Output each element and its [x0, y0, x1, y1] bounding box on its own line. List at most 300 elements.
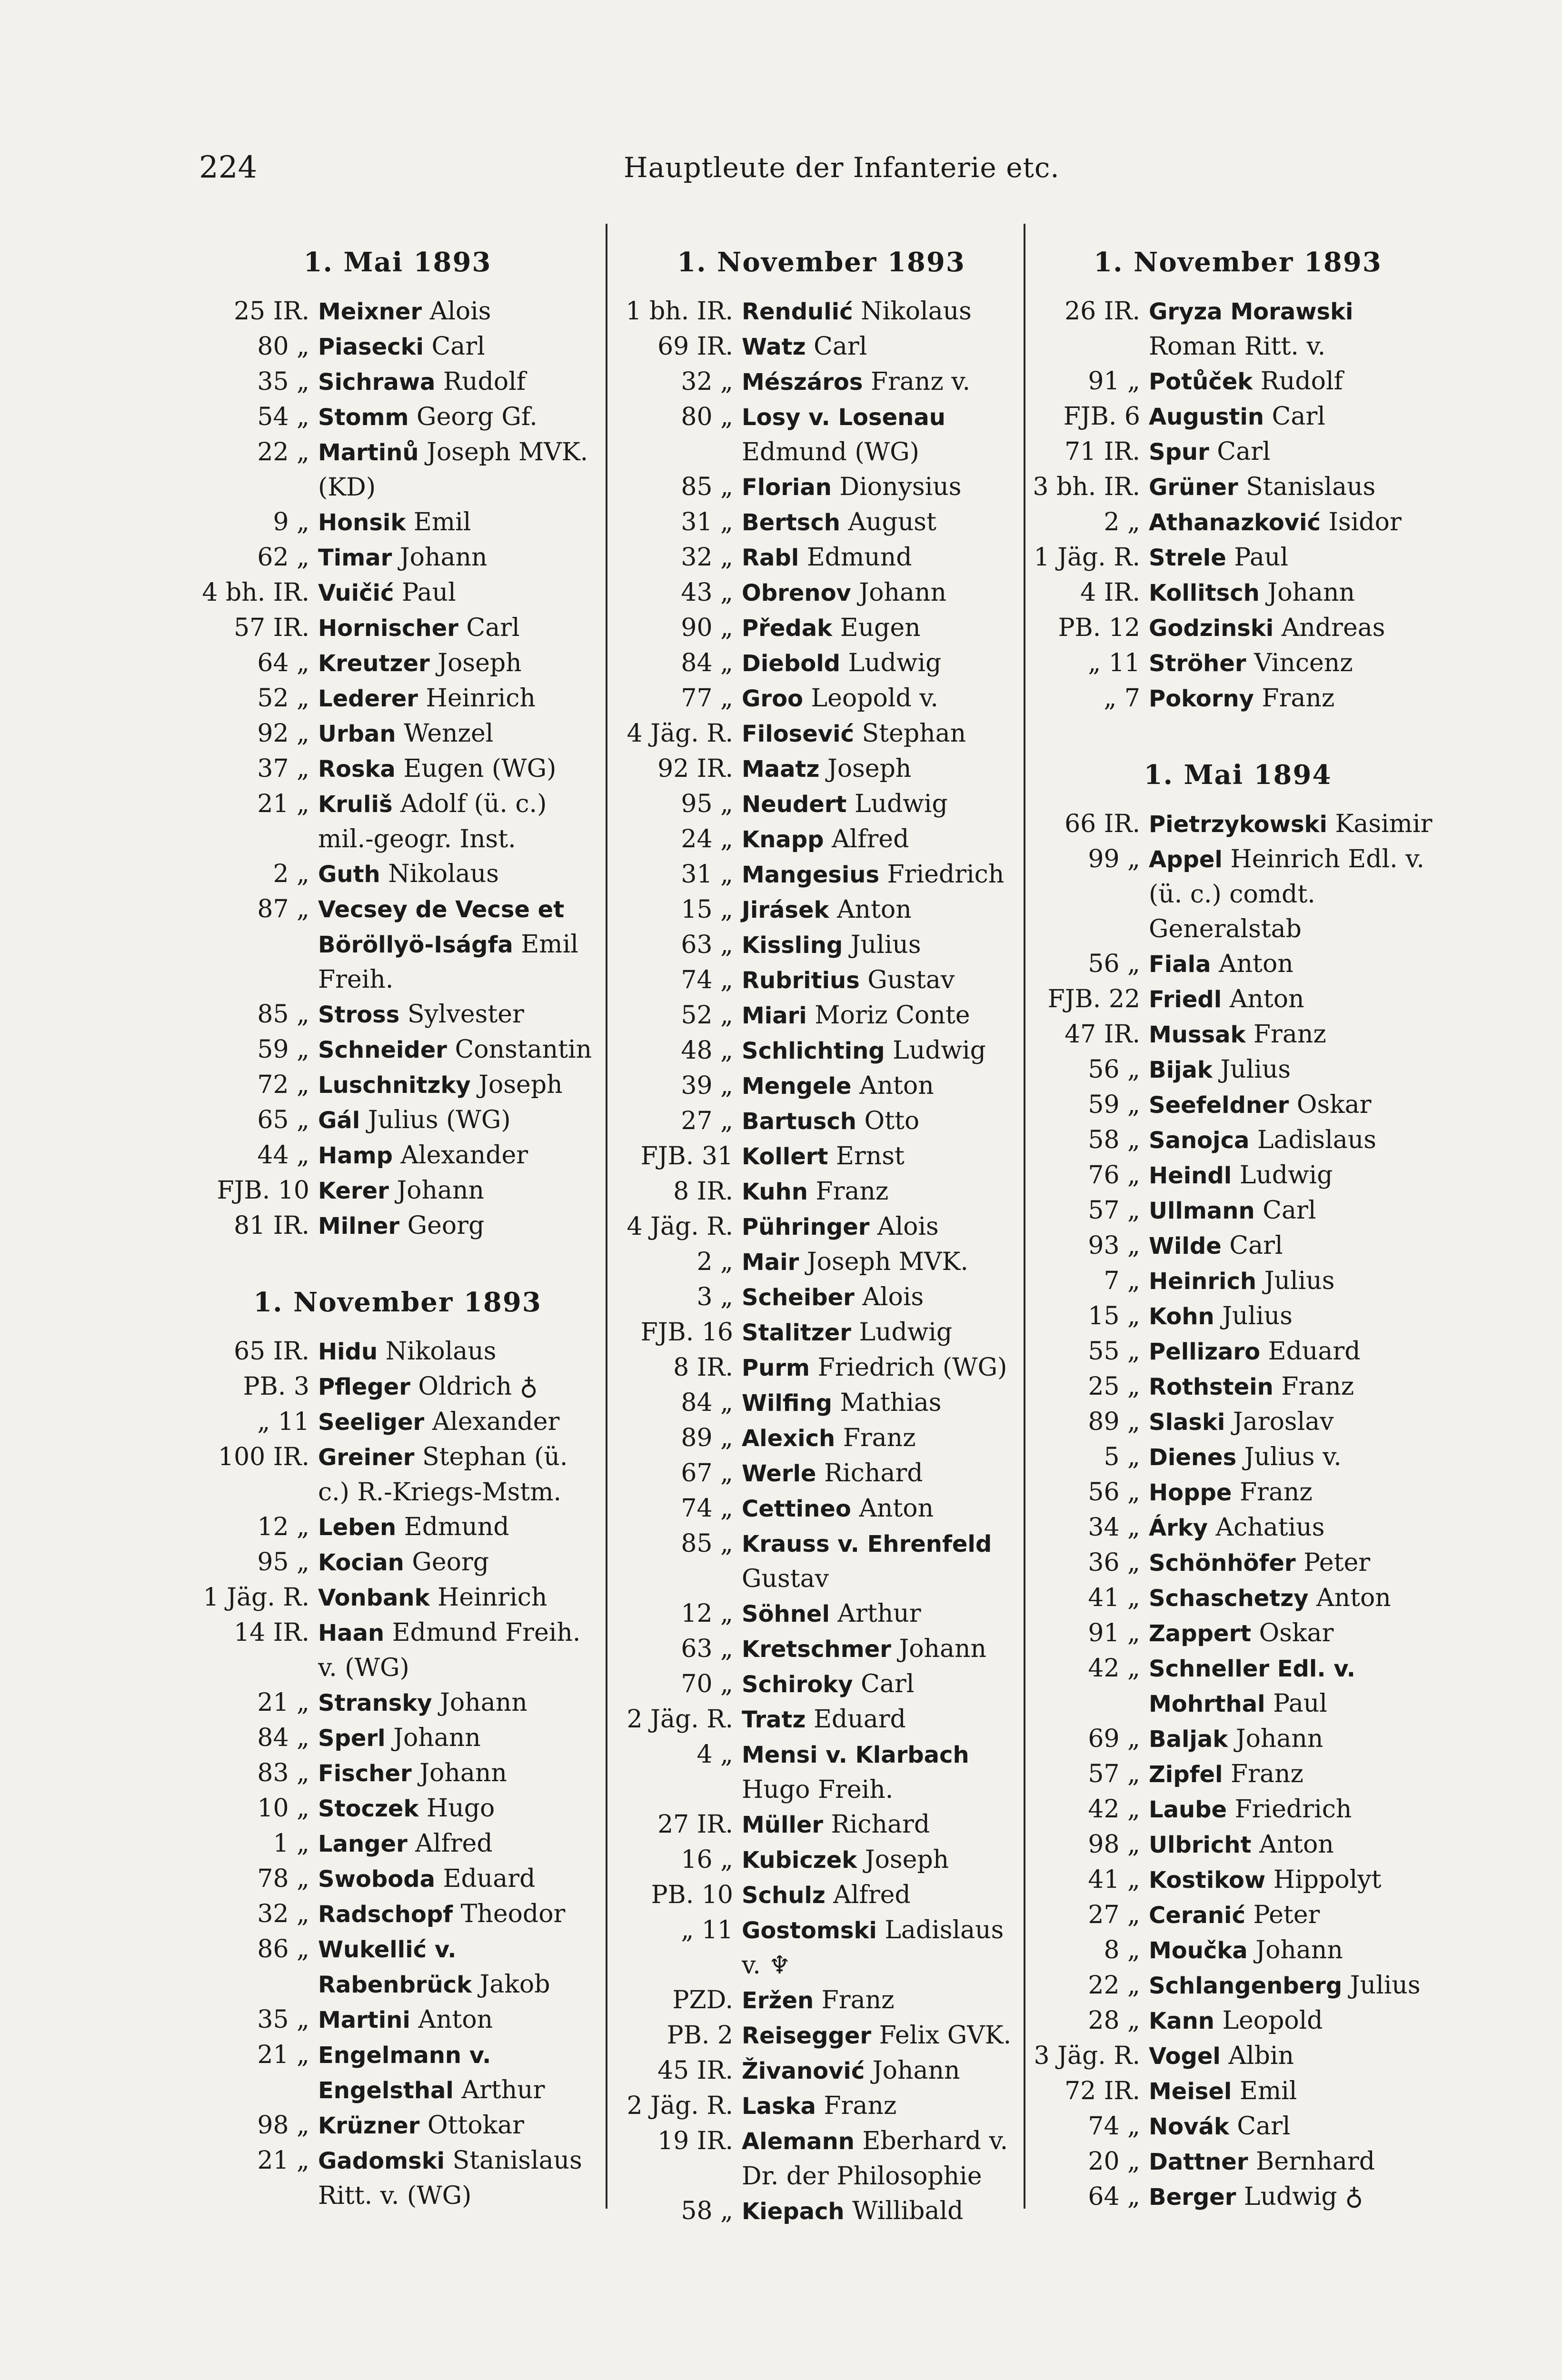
officer-details: Julius	[1212, 1055, 1291, 1084]
officer-surname: Augustin	[1149, 404, 1264, 430]
unit-designation: 69 IR.	[657, 332, 733, 361]
roster-entry	[190, 1897, 605, 1932]
roster-entry	[190, 1686, 605, 1721]
unit-designation: 2 Jäg. R.	[627, 2092, 733, 2120]
officer-entry-text	[742, 294, 1028, 329]
officer-entry-text	[1149, 982, 1445, 1017]
officer-entry-text	[1149, 1299, 1445, 1334]
officer-details: Edmund	[396, 1513, 509, 1541]
roster-entry	[614, 681, 1028, 716]
officer-entry-text	[1149, 399, 1445, 435]
unit-designation: 64 „	[257, 649, 309, 677]
roster-entry	[614, 892, 1028, 928]
unit-designation: 77 „	[681, 684, 733, 713]
officer-details: Alfred	[407, 1829, 493, 1858]
roster-entry	[1031, 1440, 1445, 1475]
officer-details: Nikolaus	[853, 297, 972, 326]
unit-designation: 59 „	[1088, 1091, 1140, 1119]
roster-entry	[614, 1069, 1028, 1104]
officer-entry-text	[1149, 1510, 1445, 1546]
officer-surname: Kissling	[742, 932, 843, 959]
unit-designation: 27 „	[1088, 1901, 1140, 1929]
unit-designation: 24 „	[681, 825, 733, 853]
roster-entry	[1031, 1722, 1445, 1757]
officer-details: Felix GVK.	[871, 2021, 1012, 2050]
officer-entry-text	[1149, 540, 1445, 575]
officer-details: Ludwig	[846, 790, 948, 818]
unit-designation: 27 IR.	[657, 1810, 733, 1839]
officer-surname: Bartusch	[742, 1108, 856, 1135]
officer-details: Edmund Freih. v. (WG)	[318, 1618, 581, 1682]
officer-surname: Stalitzer	[742, 1319, 851, 1346]
officer-details: Eduard	[1260, 1337, 1361, 1366]
officer-entry-text	[318, 716, 605, 752]
officer-surname: Mair	[742, 1249, 799, 1276]
unit-designation: 84 „	[257, 1724, 309, 1752]
section-date-heading: 1. Mai 1894	[1144, 759, 1332, 791]
officer-surname: Guth	[318, 861, 380, 888]
officer-details: Bernhard	[1248, 2147, 1375, 2176]
unit-designation: 91 „	[1088, 367, 1140, 396]
officer-entry-text	[742, 1491, 1028, 1527]
officer-surname: Schulz	[742, 1882, 826, 1909]
officer-details: Joseph	[429, 649, 522, 677]
roster-entry	[614, 611, 1028, 646]
officer-surname: Gryza Morawski	[1149, 298, 1353, 325]
officer-entry-text	[742, 1527, 1028, 1597]
officer-surname: Krüzner	[318, 2112, 420, 2139]
officer-surname: Neudert	[742, 791, 847, 818]
roster-entry	[190, 716, 605, 752]
officer-details: Carl	[806, 332, 867, 361]
officer-entry-text	[1149, 1440, 1445, 1475]
unit-designation: 4 Jäg. R.	[627, 719, 733, 748]
officer-surname: Gostomski	[742, 1917, 877, 1944]
roster-entry	[614, 294, 1028, 329]
officer-details: Leopold v.	[803, 684, 938, 713]
roster-entry	[1031, 364, 1445, 399]
officer-surname: Sanojca	[1149, 1127, 1250, 1154]
officer-surname: Rabl	[742, 545, 799, 571]
officer-entry-text	[742, 822, 1028, 857]
officer-surname: Radschopf	[318, 1901, 453, 1928]
roster-entry	[614, 470, 1028, 505]
roster-entry	[190, 1756, 605, 1791]
officer-entry-text	[1149, 1827, 1445, 1863]
officer-entry-text	[1149, 2180, 1445, 2215]
unit-designation: 78 „	[257, 1864, 309, 1893]
officer-entry-text	[1149, 2039, 1445, 2074]
officer-details: Georg	[399, 1211, 485, 1240]
roster-entry	[614, 2124, 1028, 2194]
officer-entry-text	[1149, 1722, 1445, 1757]
officer-entry-text	[742, 1597, 1028, 1632]
unit-designation: 8 IR.	[673, 1177, 733, 1206]
roster-entry	[614, 2053, 1028, 2089]
officer-surname: Timar	[318, 545, 392, 571]
unit-designation: PB. 2	[667, 2021, 733, 2050]
unit-designation: 91 „	[1088, 1619, 1140, 1647]
unit-designation: 42 „	[1088, 1795, 1140, 1824]
officer-surname: Schaschetzy	[1149, 1585, 1309, 1612]
officer-surname: Obrenov	[742, 580, 851, 606]
officer-surname: Wukellić v. Rabenbrück	[318, 1936, 472, 1998]
officer-entry-text	[1149, 1334, 1445, 1369]
officer-surname: Baljak	[1149, 1726, 1228, 1753]
unit-designation: 2 „	[1104, 508, 1140, 536]
unit-designation: PB. 3	[243, 1372, 309, 1401]
roster-entry	[614, 1174, 1028, 1210]
section-date-heading: 1. November 1893	[253, 1287, 542, 1318]
unit-designation: 72 IR.	[1065, 2077, 1140, 2105]
officer-entry-text	[318, 2038, 605, 2108]
unit-designation: „ 11	[1088, 649, 1140, 677]
roster-entry	[1031, 1193, 1445, 1229]
unit-designation: 95 „	[681, 790, 733, 818]
roster-entry	[614, 1737, 1028, 1807]
unit-designation: 56 „	[1088, 950, 1140, 978]
officer-surname: Seefeldner	[1149, 1092, 1289, 1119]
officer-entry-text	[742, 1421, 1028, 1456]
roster-entry	[614, 1210, 1028, 1245]
unit-designation: 4 bh. IR.	[202, 578, 309, 607]
roster-entry	[1031, 1369, 1445, 1405]
officer-entry-text	[1149, 611, 1445, 646]
officer-details: Joseph	[470, 1071, 563, 1099]
officer-details: Rudolf	[435, 367, 526, 396]
officer-details: Isidor	[1320, 508, 1402, 536]
roster-entry	[190, 505, 605, 540]
officer-details: Theodor	[453, 1900, 566, 1928]
officer-entry-text	[318, 1616, 605, 1686]
officer-surname: Moučka	[1149, 1937, 1248, 1964]
officer-entry-text	[1149, 1405, 1445, 1440]
roster-entry	[190, 681, 605, 716]
officer-entry-text	[742, 1983, 1028, 2018]
officer-entry-text	[318, 1862, 605, 1897]
officer-entry-text	[1149, 1123, 1445, 1158]
officer-entry-text	[742, 611, 1028, 646]
officer-entry-text	[1149, 1193, 1445, 1229]
officer-entry-text	[1149, 1581, 1445, 1616]
officer-surname: Heinrich	[1149, 1268, 1257, 1295]
officer-entry-text	[742, 1139, 1028, 1174]
unit-designation: 8 „	[1104, 1936, 1140, 1964]
officer-surname: Piasecki	[318, 334, 424, 360]
roster-entry	[1031, 807, 1445, 842]
officer-surname: Kollert	[742, 1143, 828, 1170]
officer-entry-text	[742, 400, 1028, 470]
unit-designation: 31 „	[681, 860, 733, 889]
officer-surname: Cettineo	[742, 1496, 851, 1522]
officer-entry-text	[318, 1721, 605, 1756]
officer-details: Ludwig	[1232, 1161, 1333, 1190]
officer-details: Kasimir	[1327, 810, 1433, 838]
officer-details: Johann	[865, 2056, 960, 2085]
officer-entry-text	[318, 1369, 605, 1405]
officer-entry-text	[742, 365, 1028, 400]
roster-entry	[190, 646, 605, 681]
roster-entry	[1031, 1651, 1445, 1722]
officer-details: Oskar	[1289, 1091, 1372, 1119]
unit-designation: 31 „	[681, 508, 733, 536]
officer-entry-text	[318, 1405, 605, 1440]
officer-entry-text	[742, 1104, 1028, 1139]
unit-designation: „ 11	[681, 1916, 733, 1944]
officer-surname: Godzinski	[1149, 615, 1274, 642]
officer-details: Carl	[423, 332, 485, 361]
unit-designation: 41 „	[1088, 1584, 1140, 1612]
officer-details: Franz	[835, 1424, 916, 1452]
officer-surname: Dienes	[1149, 1444, 1237, 1471]
officer-details: Johann	[392, 543, 488, 572]
officer-details: Alfred	[824, 825, 909, 853]
officer-surname: Kuhn	[742, 1179, 808, 1205]
officer-entry-text	[1149, 1651, 1445, 1722]
officer-entry-text	[318, 540, 605, 575]
officer-details: Julius	[1256, 1267, 1335, 1295]
officer-surname: Reisegger	[742, 2023, 872, 2049]
officer-entry-text	[1149, 1052, 1445, 1088]
officer-surname: Hoppe	[1149, 1479, 1232, 1506]
unit-designation: 1 Jäg. R.	[203, 1583, 309, 1612]
roster-entry	[614, 1702, 1028, 1737]
roster-entry	[1031, 646, 1445, 681]
officer-details: Anton	[1222, 985, 1304, 1013]
officer-details: Carl	[853, 1670, 915, 1698]
roster-entry	[1031, 435, 1445, 470]
officer-details: Julius	[1214, 1302, 1293, 1330]
officer-surname: Purm	[742, 1355, 810, 1381]
officer-surname: Pokorny	[1149, 685, 1254, 712]
officer-entry-text	[318, 1138, 605, 1173]
unit-designation: 22 „	[257, 438, 309, 466]
officer-surname: Kocian	[318, 1549, 404, 1576]
officer-surname: Fiala	[1149, 951, 1211, 978]
officer-entry-text	[1149, 2003, 1445, 2039]
officer-entry-text	[742, 1913, 1028, 1983]
unit-designation: 93 „	[1088, 1231, 1140, 1260]
officer-details: Nikolaus	[378, 1337, 497, 1366]
unit-designation: FJB. 16	[640, 1318, 733, 1347]
officer-entry-text	[742, 716, 1028, 752]
officer-details: Anton	[1251, 1830, 1334, 1859]
officer-details: Alfred	[825, 1881, 911, 1909]
unit-designation: 81 IR.	[234, 1211, 309, 1240]
officer-details: Hugo	[418, 1794, 495, 1823]
unit-designation: 74 „	[681, 1494, 733, 1523]
unit-designation: 15 „	[681, 895, 733, 924]
officer-surname: Pühringer	[742, 1214, 870, 1240]
column-2	[614, 238, 1028, 2229]
unit-designation: 70 „	[681, 1670, 733, 1698]
roster-entry	[1031, 540, 1445, 575]
officer-entry-text	[742, 963, 1028, 998]
unit-designation: 54 „	[257, 403, 309, 431]
unit-designation: 92 „	[257, 719, 309, 748]
unit-designation: 12 „	[681, 1599, 733, 1628]
officer-details: Julius	[1342, 1971, 1421, 2000]
officer-entry-text	[318, 505, 605, 540]
officer-surname: Strele	[1149, 545, 1226, 571]
officer-entry-text	[742, 1456, 1028, 1491]
unit-designation: 65 IR.	[234, 1337, 309, 1366]
unit-designation: 90 „	[681, 614, 733, 642]
officer-entry-text	[1149, 1792, 1445, 1827]
officer-surname: Laube	[1149, 1796, 1227, 1823]
officer-surname: Novák	[1149, 2113, 1229, 2140]
roster-entry	[1031, 1123, 1445, 1158]
unit-designation: 28 „	[1088, 2006, 1140, 2035]
officer-details: Andreas	[1273, 614, 1385, 642]
roster-entry	[614, 1878, 1028, 1913]
officer-entry-text	[318, 575, 605, 611]
officer-details: Adolf (ü. c.) mil.-geogr. Inst.	[318, 790, 547, 853]
roster-entry	[614, 928, 1028, 963]
officer-entry-text	[318, 365, 605, 400]
roster-entry	[190, 1334, 605, 1369]
officer-entry-text	[742, 1350, 1028, 1386]
officer-details: Anton	[851, 1494, 934, 1523]
officer-details: Richard	[816, 1459, 923, 1488]
officer-surname: Hidu	[318, 1339, 378, 1365]
unit-designation: 9 „	[273, 508, 309, 536]
officer-details: Stephan (ü. c.) R.-Kriegs-Mstm.	[318, 1443, 568, 1507]
officer-surname: Zappert	[1149, 1620, 1252, 1647]
roster-entry	[1031, 505, 1445, 540]
unit-designation: 2 Jäg. R.	[627, 1705, 733, 1734]
officer-surname: Swoboda	[318, 1866, 435, 1893]
roster-entry	[1031, 1510, 1445, 1546]
officer-surname: Appel	[1149, 846, 1223, 873]
officer-details: Carl	[1254, 1196, 1316, 1225]
officer-surname: Hornischer	[318, 615, 458, 642]
unit-designation: 74 „	[1088, 2112, 1140, 2141]
roster-entry	[190, 1580, 605, 1616]
unit-designation: FJB. 22	[1047, 985, 1140, 1013]
unit-designation: FJB. 31	[640, 1142, 733, 1170]
officer-entry-text	[742, 2124, 1028, 2194]
officer-surname: Kann	[1149, 2008, 1214, 2034]
officer-details: Dionysius	[831, 473, 962, 501]
unit-designation: 85 „	[257, 1000, 309, 1029]
officer-surname: Kohn	[1149, 1303, 1214, 1330]
roster-entry	[614, 646, 1028, 681]
officer-details: Jaroslav	[1225, 1408, 1334, 1436]
officer-surname: Mensi v. Klarbach	[742, 1742, 969, 1768]
roster-entry	[614, 998, 1028, 1033]
officer-entry-text	[742, 470, 1028, 505]
unit-designation: 43 „	[681, 578, 733, 607]
officer-details: Carl	[1221, 1231, 1283, 1260]
officer-details: Alois	[422, 297, 491, 326]
officer-entry-text	[742, 857, 1028, 892]
roster-entry	[1031, 1405, 1445, 1440]
roster-entry	[190, 752, 605, 787]
officer-details: Emil	[1232, 2077, 1297, 2105]
page-number: 224	[199, 150, 258, 185]
officer-entry-text	[318, 435, 605, 505]
officer-entry-text	[318, 611, 605, 646]
officer-entry-text	[742, 892, 1028, 928]
officer-entry-text	[742, 1245, 1028, 1280]
unit-designation: 47 IR.	[1065, 1020, 1140, 1049]
officer-details: Alexander	[424, 1408, 560, 1436]
officer-surname: Schneider	[318, 1037, 447, 1063]
unit-designation: 4 IR.	[1080, 578, 1140, 607]
officer-details: Johann	[1228, 1725, 1323, 1753]
roster-entry	[190, 400, 605, 435]
officer-surname: Watz	[742, 334, 806, 360]
officer-entry-text	[318, 1209, 605, 1244]
officer-details: Julius (WG)	[360, 1106, 511, 1134]
officer-details: Franz	[814, 1986, 895, 2014]
section-date-heading: 1. Mai 1893	[303, 247, 492, 278]
officer-surname: Wilde	[1149, 1233, 1222, 1259]
officer-surname: Schneller Edl. v. Mohrthal	[1149, 1656, 1355, 1717]
roster-entry	[190, 435, 605, 505]
roster-entry	[614, 1491, 1028, 1527]
roster-entry	[614, 716, 1028, 752]
officer-surname: Langer	[318, 1831, 408, 1857]
officer-entry-text	[742, 1280, 1028, 1315]
unit-designation: 42 „	[1088, 1654, 1140, 1683]
unit-designation: 3 „	[696, 1283, 733, 1311]
officer-entry-text	[742, 1737, 1028, 1807]
roster-entry	[614, 1386, 1028, 1421]
unit-designation: 74 „	[681, 966, 733, 994]
officer-surname: Laska	[742, 2093, 816, 2120]
officer-details: Johann	[891, 1635, 986, 1663]
unit-designation: 36 „	[1088, 1548, 1140, 1577]
unit-designation: 8 IR.	[673, 1353, 733, 1382]
unit-designation: 25 IR.	[234, 297, 309, 326]
roster-entry	[190, 892, 605, 997]
officer-details: Anton	[1308, 1584, 1391, 1612]
officer-entry-text	[742, 1210, 1028, 1245]
roster-entry	[1031, 1088, 1445, 1123]
officer-details: Johann	[411, 1759, 507, 1787]
officer-details: Heinrich	[429, 1583, 547, 1612]
officer-entry-text	[1149, 470, 1445, 505]
officer-details: Eberhard v. Dr. der Philosophie	[742, 2127, 1008, 2191]
officer-details: Leopold	[1214, 2006, 1323, 2035]
officer-entry-text	[318, 997, 605, 1032]
officer-entry-text	[742, 646, 1028, 681]
officer-surname: Greiner	[318, 1444, 415, 1471]
roster-entry	[190, 2143, 605, 2213]
column-divider	[606, 224, 607, 2209]
officer-entry-text	[1149, 1369, 1445, 1405]
unit-designation: 76 „	[1088, 1161, 1140, 1190]
roster-entry	[190, 1103, 605, 1138]
unit-designation: 65 „	[257, 1106, 309, 1134]
roster-entry	[190, 857, 605, 892]
officer-surname: Dattner	[1149, 2149, 1248, 2175]
unit-designation: 10 „	[257, 1794, 309, 1823]
unit-designation: 71 IR.	[1065, 437, 1140, 466]
roster-entry	[614, 1033, 1028, 1069]
officer-surname: Fischer	[318, 1760, 412, 1787]
roster-entry	[190, 1209, 605, 1244]
officer-entry-text	[318, 787, 605, 857]
officer-surname: Kollitsch	[1149, 580, 1260, 606]
officer-surname: Eržen	[742, 1987, 814, 2014]
unit-designation: 57 „	[1088, 1196, 1140, 1225]
officer-surname: Schlangenberg	[1149, 1973, 1343, 1999]
officer-surname: Friedl	[1149, 986, 1222, 1013]
roster-entry	[614, 2194, 1028, 2229]
